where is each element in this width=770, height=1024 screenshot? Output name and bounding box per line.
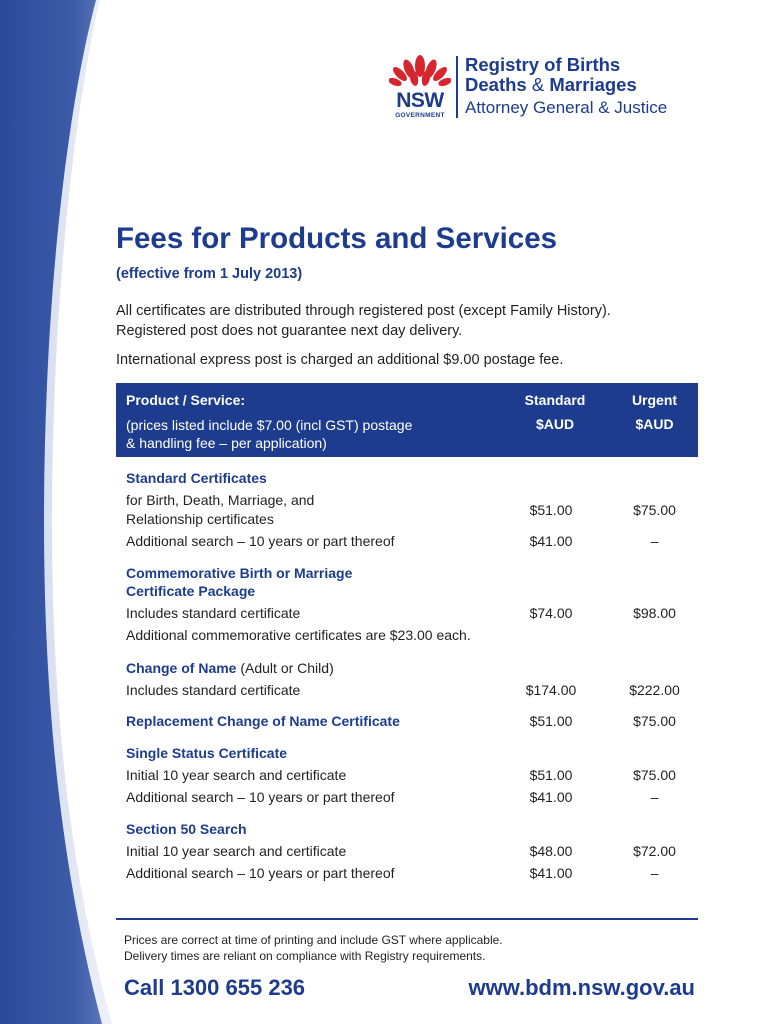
standard-certificates-desc-line2: Relationship certificates bbox=[126, 511, 274, 527]
change-of-name-desc: Includes standard certificate bbox=[126, 682, 301, 698]
single-status-extra-urgent: – bbox=[650, 789, 659, 805]
registry-word-marriages: Marriages bbox=[549, 74, 637, 95]
registry-ampersand: & bbox=[531, 74, 545, 95]
website-url: www.bdm.nsw.gov.au bbox=[468, 975, 695, 1000]
standard-certificates-extra-standard: $41.00 bbox=[529, 533, 573, 549]
registry-name-line2 bbox=[465, 75, 637, 95]
effective-date: (effective from 1 July 2013) bbox=[116, 266, 303, 282]
fees-table-header bbox=[116, 383, 698, 457]
standard-certificates-extra-label: Additional search – 10 years or part thereof bbox=[126, 533, 395, 549]
standard-certificates-standard-price: $51.00 bbox=[529, 502, 573, 518]
page-title: Fees for Products and Services bbox=[116, 222, 558, 255]
single-status-urgent-price: $75.00 bbox=[633, 767, 676, 783]
international-postage-note: International express post is charged an additional $9.00 postage fee. bbox=[116, 352, 564, 368]
intro-line-1: All certificates are distributed through registered post (except Family History). bbox=[116, 303, 611, 319]
commemorative-standard-price: $74.00 bbox=[529, 605, 573, 621]
column-header-urgent-currency: $AUD bbox=[635, 416, 674, 432]
standard-certificates-extra-urgent: – bbox=[650, 533, 659, 549]
column-header-note-line2: & handling fee – per application) bbox=[126, 435, 327, 451]
footer-note-line2: Delivery times are reliant on compliance with Registry requirements. bbox=[124, 949, 486, 963]
commemorative-desc: Includes standard certificate bbox=[126, 605, 301, 621]
section-50-extra-standard: $41.00 bbox=[529, 865, 573, 881]
change-of-name-suffix: (Adult or Child) bbox=[240, 660, 334, 676]
section-50-urgent-price: $72.00 bbox=[633, 843, 676, 859]
column-header-note-line1: (prices listed include $7.00 (incl GST) postage bbox=[126, 417, 413, 433]
single-status-extra-label: Additional search – 10 years or part thereof bbox=[126, 789, 395, 805]
standard-certificates-desc-line1: for Birth, Death, Marriage, and bbox=[126, 492, 315, 508]
column-header-standard: Standard bbox=[524, 392, 586, 408]
column-header-urgent: Urgent bbox=[631, 392, 678, 408]
change-of-name-title: Change of Name bbox=[126, 660, 237, 676]
section-heading-single-status: Single Status Certificate bbox=[126, 745, 288, 761]
registry-word-deaths: Deaths bbox=[465, 74, 527, 95]
registry-name bbox=[465, 55, 637, 95]
intro-text bbox=[116, 302, 611, 341]
commemorative-urgent-price: $98.00 bbox=[633, 605, 676, 621]
section-50-extra-label: Additional search – 10 years or part thereof bbox=[126, 865, 395, 881]
government-wordmark: GOVERNMENT bbox=[395, 112, 445, 119]
footer-note bbox=[124, 932, 503, 964]
commemorative-extra-note: Additional commemorative certificates are $23.00 each. bbox=[126, 627, 471, 643]
section-heading-replacement: Replacement Change of Name Certificate bbox=[126, 713, 400, 729]
section-50-standard-price: $48.00 bbox=[529, 843, 573, 859]
decorative-side-band bbox=[0, 0, 120, 1024]
replacement-standard-price: $51.00 bbox=[529, 713, 573, 729]
change-of-name-standard-price: $174.00 bbox=[525, 682, 577, 698]
column-header-note bbox=[126, 416, 476, 452]
registry-name-line1: Registry of Births bbox=[465, 54, 621, 75]
intro-line-2: Registered post does not guarantee next day delivery. bbox=[116, 322, 463, 339]
footer-note-line1: Prices are correct at time of printing and include GST where applicable. bbox=[124, 933, 503, 947]
section-heading-change-of-name bbox=[126, 659, 334, 678]
section-heading-commemorative-line2: Certificate Package bbox=[126, 583, 256, 599]
section-50-desc: Initial 10 year search and certificate bbox=[126, 843, 347, 859]
column-header-standard-currency: $AUD bbox=[535, 416, 575, 432]
column-header-product: Product / Service: bbox=[126, 392, 246, 408]
single-status-extra-standard: $41.00 bbox=[529, 789, 573, 805]
change-of-name-urgent-price: $222.00 bbox=[629, 682, 680, 698]
standard-certificates-urgent-price: $75.00 bbox=[633, 502, 676, 518]
section-heading-standard-certificates: Standard Certificates bbox=[126, 470, 267, 486]
replacement-urgent-price: $75.00 bbox=[633, 713, 676, 729]
section-heading-commemorative-line1: Commemorative Birth or Marriage bbox=[126, 565, 353, 581]
footer-divider bbox=[116, 918, 698, 920]
phone-number: Call 1300 655 236 bbox=[124, 975, 306, 1000]
department-name: Attorney General & Justice bbox=[465, 98, 668, 117]
section-heading-section-50: Section 50 Search bbox=[126, 821, 247, 837]
section-50-extra-urgent: – bbox=[650, 865, 659, 881]
single-status-desc: Initial 10 year search and certificate bbox=[126, 767, 347, 783]
single-status-standard-price: $51.00 bbox=[529, 767, 573, 783]
nsw-wordmark: NSW bbox=[396, 89, 444, 112]
logo-divider bbox=[456, 56, 458, 118]
